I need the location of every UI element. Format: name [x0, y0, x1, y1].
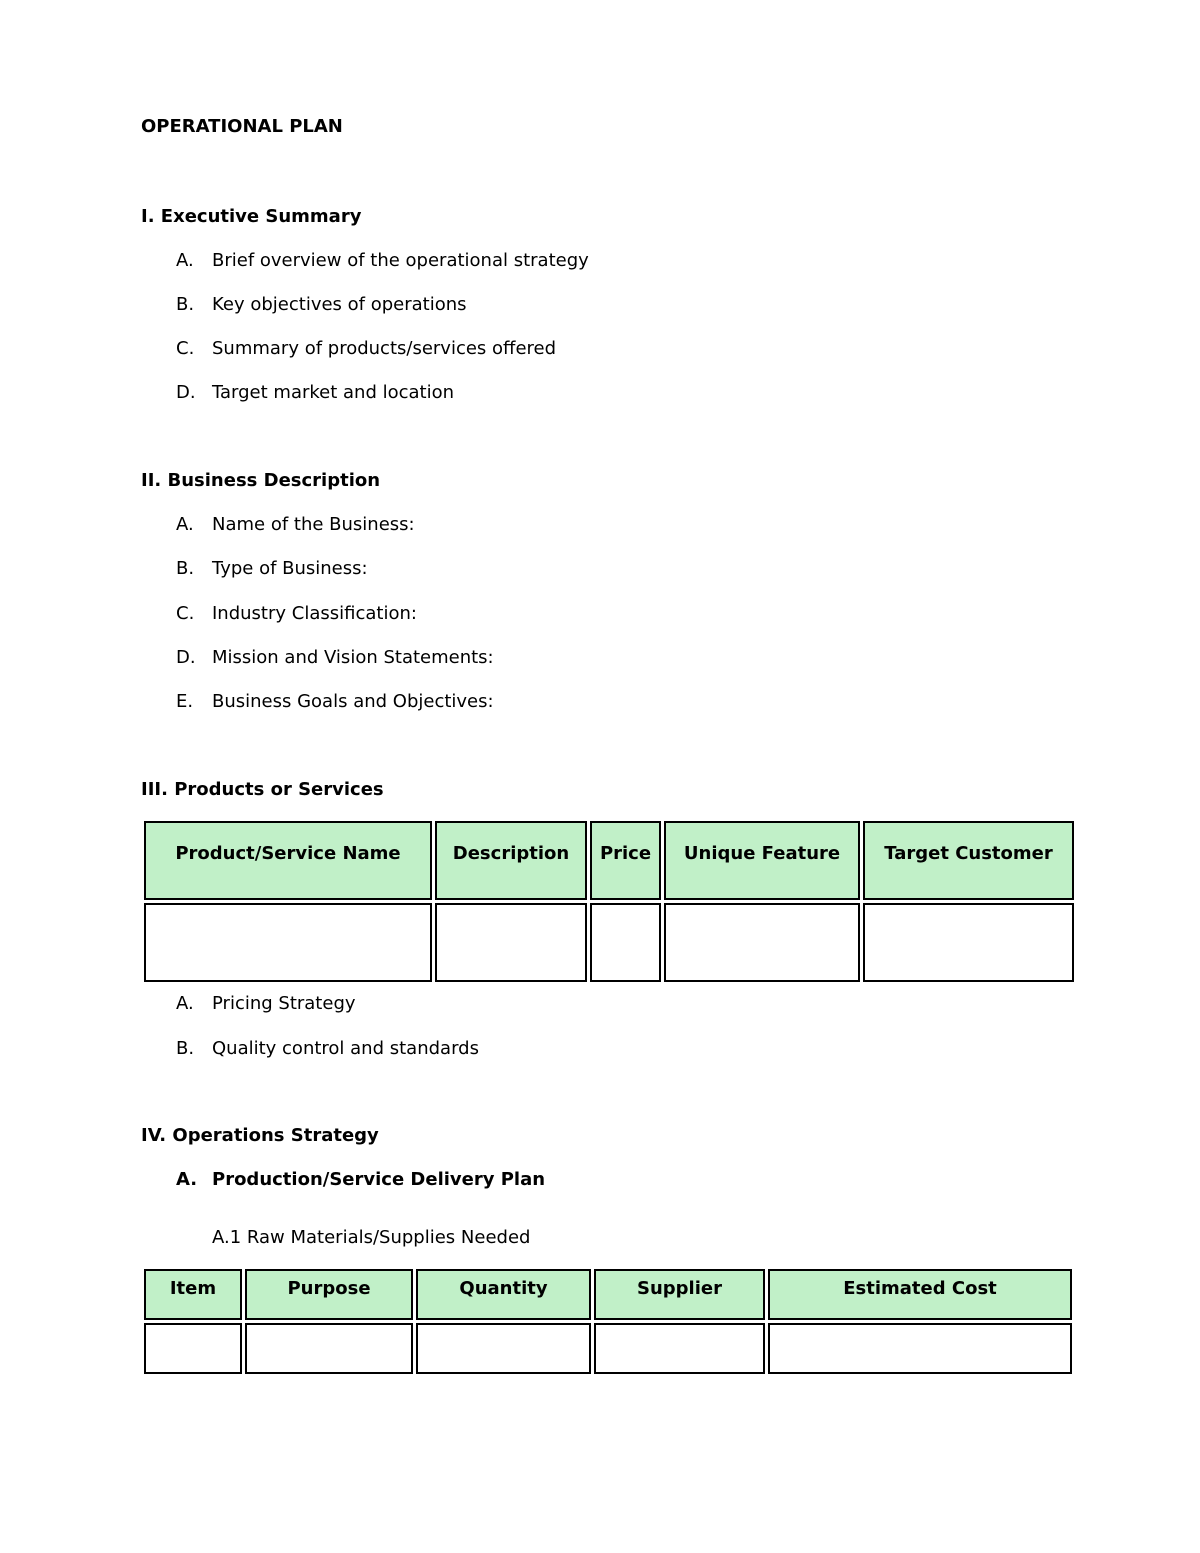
list-item: [176, 1038, 479, 1059]
table-header-cell: Price: [590, 821, 661, 900]
list-letter: A.: [176, 1169, 198, 1190]
list-item: [176, 250, 589, 271]
list-item: [176, 558, 368, 579]
products-table: [141, 818, 1077, 985]
list-item: [176, 993, 356, 1014]
list-text: Target market and location: [212, 382, 455, 403]
subsection-heading: [176, 1169, 545, 1190]
list-text: Name of the Business:: [212, 514, 415, 535]
list-text: Pricing Strategy: [212, 993, 356, 1014]
list-text: Key objectives of operations: [212, 294, 467, 315]
table-header-cell: Supplier: [594, 1269, 765, 1320]
table-row: [144, 903, 1074, 982]
table-header-row: [144, 821, 1074, 900]
list-text: Production/Service Delivery Plan: [212, 1169, 546, 1190]
list-item: [176, 294, 467, 315]
list-text: Business Goals and Objectives:: [212, 691, 494, 712]
list-text: Quality control and standards: [212, 1038, 479, 1059]
table-header-cell: Target Customer: [863, 821, 1074, 900]
table-cell-empty[interactable]: [435, 903, 587, 982]
list-letter: B.: [176, 1038, 195, 1059]
list-letter: B.: [176, 558, 195, 579]
section-heading-business-description: II. Business Description: [141, 470, 381, 491]
list-letter: C.: [176, 338, 195, 359]
list-letter: B.: [176, 294, 195, 315]
table-header-cell: Quantity: [416, 1269, 591, 1320]
list-letter: A.: [176, 250, 194, 271]
table-cell-empty[interactable]: [144, 903, 432, 982]
list-letter: D.: [176, 382, 196, 403]
table-header-cell: Description: [435, 821, 587, 900]
list-item: [176, 514, 415, 535]
section-heading-operations-strategy: IV. Operations Strategy: [141, 1125, 379, 1146]
table-header-cell: Unique Feature: [664, 821, 860, 900]
section-heading-executive-summary: I. Executive Summary: [141, 206, 362, 227]
list-item: [176, 382, 454, 403]
sub-subsection-label: A.1 Raw Materials/Supplies Needed: [212, 1227, 531, 1248]
document-title: OPERATIONAL PLAN: [141, 116, 343, 137]
list-letter: A.: [176, 993, 194, 1014]
list-item: [176, 338, 556, 359]
list-letter: D.: [176, 647, 196, 668]
list-text: Industry Classification:: [212, 603, 417, 624]
table-cell-empty[interactable]: [768, 1323, 1072, 1374]
list-text: Mission and Vision Statements:: [212, 647, 494, 668]
table-header-cell: Purpose: [245, 1269, 413, 1320]
table-header-cell: Item: [144, 1269, 242, 1320]
table-cell-empty[interactable]: [245, 1323, 413, 1374]
list-text: Summary of products/services offered: [212, 338, 557, 359]
table-header-row: [144, 1269, 1072, 1320]
list-text: Brief overview of the operational strategy: [212, 250, 589, 271]
list-letter: C.: [176, 603, 195, 624]
table-cell-empty[interactable]: [594, 1323, 765, 1374]
section-heading-products-services: III. Products or Services: [141, 779, 384, 800]
list-letter: E.: [176, 691, 194, 712]
table-row: [144, 1323, 1072, 1374]
list-letter: A.: [176, 514, 194, 535]
list-item: [176, 647, 494, 668]
list-item: [176, 691, 494, 712]
table-header-cell: Product/Service Name: [144, 821, 432, 900]
table-cell-empty[interactable]: [590, 903, 661, 982]
table-cell-empty[interactable]: [664, 903, 860, 982]
list-item: [176, 603, 417, 624]
table-header-cell: Estimated Cost: [768, 1269, 1072, 1320]
raw-materials-table: [141, 1266, 1075, 1377]
table-cell-empty[interactable]: [416, 1323, 591, 1374]
list-text: Type of Business:: [212, 558, 368, 579]
table-cell-empty[interactable]: [863, 903, 1074, 982]
table-cell-empty[interactable]: [144, 1323, 242, 1374]
